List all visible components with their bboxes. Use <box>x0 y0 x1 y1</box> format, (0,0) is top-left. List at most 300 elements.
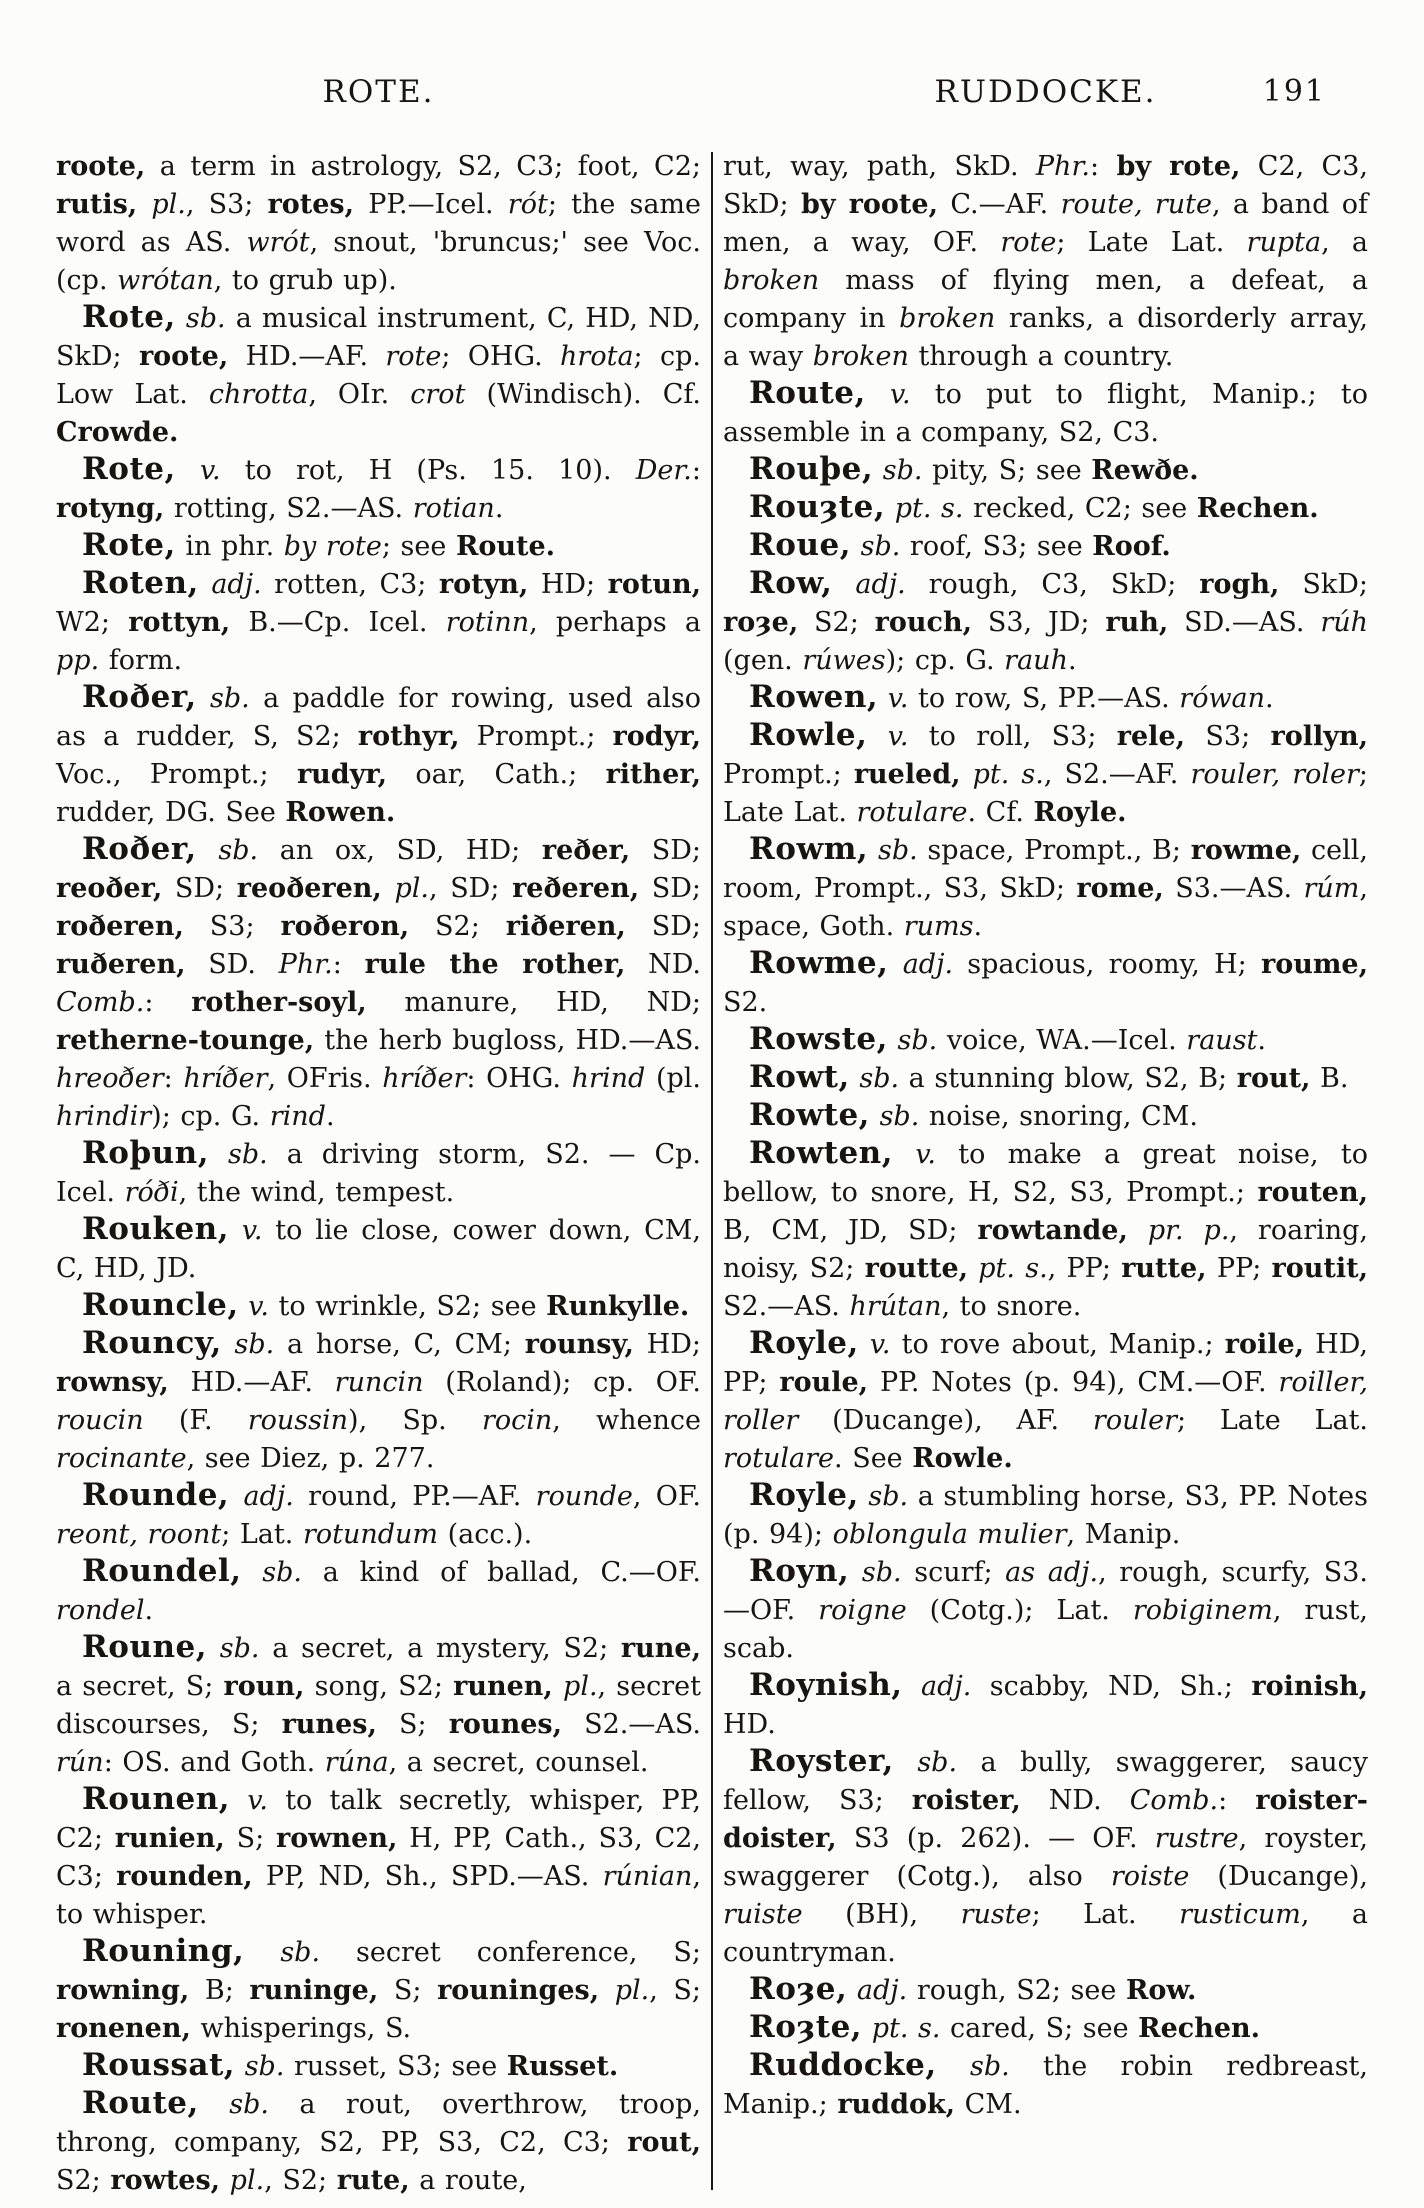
text-run: S3.—AS. <box>1163 873 1304 904</box>
text-run: sb. <box>219 1633 260 1664</box>
entry-headword: Roynish, <box>749 1667 903 1703</box>
text-run: (Ducange), <box>1189 1861 1368 1892</box>
entry-headword: Royn, <box>749 1553 850 1589</box>
text-run: runen, <box>453 1671 553 1702</box>
text-run: SD; <box>625 911 701 942</box>
text-run: rotes, <box>267 189 355 220</box>
text-run: sb. <box>970 2051 1010 2082</box>
text-run <box>239 1291 249 1322</box>
text-run: HD; <box>528 569 608 600</box>
text-run: PP, ND, Sh., SPD.—AS. <box>252 1861 603 1892</box>
text-run: rówan <box>1179 683 1266 714</box>
text-run: ), Sp. <box>348 1405 482 1436</box>
text-run: ruste <box>960 1899 1032 1930</box>
text-run: rúh <box>1320 607 1368 638</box>
text-run: cell, room, Prompt., S3, SkD; <box>723 835 1368 904</box>
dictionary-entry <box>723 1972 1368 2010</box>
text-run: ND. <box>1020 1785 1130 1816</box>
dictionary-entry <box>723 1668 1368 1744</box>
text-run: , the wind, tempest. <box>178 1177 455 1208</box>
text-run: (F. <box>143 1405 248 1436</box>
text-run <box>209 1139 228 1170</box>
text-run: , snout, 'bruncus;' see Voc. (cp. <box>56 227 701 296</box>
text-run: sb. <box>229 2089 269 2120</box>
text-run: SD.—AS. <box>1168 607 1321 638</box>
dictionary-entry <box>723 528 1368 566</box>
text-run: pl. <box>220 2165 265 2196</box>
text-run: wrót <box>246 227 310 258</box>
text-run: . See <box>834 1443 913 1474</box>
text-run: sb. <box>185 303 226 334</box>
text-run: Rewðe. <box>1091 455 1199 486</box>
text-run: rotulare <box>856 797 968 828</box>
text-run: , perhaps a <box>529 607 702 638</box>
text-run: . <box>325 1101 335 1132</box>
text-run <box>851 531 861 562</box>
text-run <box>888 1025 898 1056</box>
text-run: rouch, <box>874 607 973 638</box>
entry-headword: Rowt, <box>749 1059 850 1095</box>
text-run: rounsy, <box>524 1329 634 1360</box>
text-run: adj. <box>243 1481 294 1512</box>
dictionary-entry <box>723 1478 1368 1554</box>
text-run: a stunning blow, S2, B; <box>899 1063 1237 1094</box>
text-run: S2; <box>56 2165 111 2196</box>
text-run: , see Diez, p. 277. <box>186 1443 435 1474</box>
text-run: sb. <box>861 1557 902 1588</box>
text-run: to make a great noise, to bellow, to snore, H, S2, S3, Prompt.; <box>723 1139 1368 1208</box>
dictionary-entry <box>723 1136 1368 1326</box>
text-run: SD; <box>630 835 701 866</box>
text-run: sb. <box>897 1025 938 1056</box>
text-run: (BH), <box>802 1899 961 1930</box>
text-run: rouler <box>1092 1405 1177 1436</box>
text-run: , OF. <box>632 1481 701 1512</box>
text-run: rounde <box>535 1481 633 1512</box>
text-run <box>207 1633 220 1664</box>
text-run: roiller, roller <box>723 1367 1368 1436</box>
text-run: , whence <box>552 1405 701 1436</box>
text-run: , S2.—AF. <box>1043 759 1191 790</box>
text-run: rúwes <box>802 645 886 676</box>
text-run: rutte, <box>1121 1253 1207 1284</box>
text-run: pt. s. <box>968 1253 1048 1284</box>
text-run <box>847 1975 857 2006</box>
text-run: rúm <box>1303 873 1360 904</box>
text-run: B.—Cp. Icel. <box>230 607 446 638</box>
text-run: ); cp. G. <box>151 1101 270 1132</box>
text-run: recked, C2; see <box>963 493 1197 524</box>
text-run: . <box>1067 645 1077 676</box>
entry-headword: Roðer, <box>82 831 197 867</box>
entry-headword: Route, <box>82 2085 199 2121</box>
text-run: HD, PP; <box>723 1329 1368 1398</box>
text-run: rondel <box>56 1595 145 1626</box>
text-run: : <box>163 1063 184 1094</box>
text-run <box>241 1557 262 1588</box>
text-run: wrótan <box>117 265 214 296</box>
text-run: roile, <box>1224 1329 1305 1360</box>
text-run: ranks, a disorderly array, a way <box>723 303 1368 372</box>
entry-headword: Rowle, <box>749 717 868 753</box>
entry-headword: Roþun, <box>82 1135 209 1171</box>
entry-headword: Rouning, <box>82 1933 245 1969</box>
text-run: reoðer, <box>56 873 163 904</box>
text-run: ; cp. Low Lat. <box>56 341 701 410</box>
entry-headword: Roten, <box>82 565 199 601</box>
text-run: roiste <box>1110 1861 1190 1892</box>
text-run: sb. <box>859 1063 900 1094</box>
text-run: spacious, roomy, H; <box>953 949 1261 980</box>
text-run: , S3; <box>185 189 268 220</box>
entry-headword: Rounen, <box>82 1781 231 1817</box>
text-run <box>878 683 888 714</box>
text-run: . <box>1257 1025 1266 1056</box>
dictionary-entry <box>56 1630 701 1782</box>
text-run: a horse, C, CM; <box>274 1329 525 1360</box>
text-run: roðeren, <box>56 911 184 942</box>
text-run <box>229 1215 242 1246</box>
text-run: rownsy, <box>56 1367 169 1398</box>
text-run: pp. <box>56 645 100 676</box>
text-run: roucin <box>56 1405 144 1436</box>
text-run: adj. <box>211 569 262 600</box>
text-run: W2; <box>56 607 129 638</box>
dictionary-entry <box>56 528 701 566</box>
text-run: route, rute <box>1060 189 1212 220</box>
text-run <box>176 455 200 486</box>
text-run: runien, <box>114 1823 225 1854</box>
text-run: Rechen. <box>1138 2013 1261 2044</box>
text-run: Runkylle. <box>546 1291 690 1322</box>
text-run: rote <box>385 341 442 372</box>
dictionary-entry <box>56 1288 701 1326</box>
text-run: B; <box>189 1975 250 2006</box>
text-run: an ox, SD, HD; <box>258 835 542 866</box>
text-run <box>888 949 902 980</box>
text-run: PP. Notes (p. 94), CM.—OF. <box>868 1367 1279 1398</box>
text-run: runcin <box>334 1367 424 1398</box>
text-run: ruiste <box>723 1899 803 1930</box>
text-run: a route, <box>409 2165 527 2196</box>
text-run: ; Late Lat. <box>1056 227 1247 258</box>
text-run: PP.—Icel. <box>354 189 508 220</box>
text-run: adj. <box>921 1671 972 1702</box>
text-run: ; Late Lat. <box>723 759 1368 828</box>
dictionary-entry <box>56 148 701 300</box>
dictionary-entry <box>723 490 1368 528</box>
text-run: v. <box>890 379 911 410</box>
text-run: rotian <box>412 493 495 524</box>
text-run: Der. <box>635 455 692 486</box>
text-run: rough, S2; see <box>907 1975 1126 2006</box>
text-run: Rowen. <box>285 797 396 828</box>
text-run: reont, roont <box>56 1519 222 1550</box>
text-run: crot <box>410 379 466 410</box>
text-run: broken <box>723 265 820 296</box>
text-run: : OS. and Goth. <box>103 1747 325 1778</box>
entry-headword: Rouncy, <box>82 1325 222 1361</box>
entry-headword: Roundel, <box>82 1553 242 1589</box>
text-run <box>199 569 212 600</box>
text-run: retherne-tounge, <box>56 1025 315 1056</box>
text-run: through a country. <box>908 341 1174 372</box>
text-run: sb. <box>879 1101 920 1132</box>
text-run: rupta <box>1246 227 1322 258</box>
running-header <box>0 0 1424 130</box>
text-run: ; Late Lat. <box>1176 1405 1368 1436</box>
right-column <box>723 148 1368 2200</box>
dictionary-entry <box>723 832 1368 946</box>
text-run: rother-soyl, <box>191 987 367 1018</box>
text-run: HD.—AF. <box>228 341 386 372</box>
text-run <box>859 1329 870 1360</box>
text-run: rotten, C3; <box>261 569 439 600</box>
text-run <box>832 569 855 600</box>
text-run: S2; <box>409 911 506 942</box>
column-divider-rule <box>711 152 713 2190</box>
text-run: rele, <box>1116 721 1186 752</box>
text-run: a secret, S; <box>56 1671 224 1702</box>
text-run <box>867 721 887 752</box>
text-run: round, PP.—AF. <box>293 1481 536 1512</box>
text-run: S3, JD; <box>972 607 1106 638</box>
text-run: S; <box>376 1709 449 1740</box>
text-run: roun, <box>223 1671 305 1702</box>
entry-headword: Rouken, <box>82 1211 230 1247</box>
text-run: to put to flight, Manip.; to assemble in a company, S2, C3. <box>723 379 1368 448</box>
text-run: broken <box>899 303 996 334</box>
text-run: runinge, <box>249 1975 379 2006</box>
text-run: roote, <box>138 341 229 372</box>
text-run: : <box>144 987 192 1018</box>
text-run: ; Lat. <box>1031 1899 1180 1930</box>
text-run <box>870 1101 880 1132</box>
text-run: , space, Goth. <box>723 873 1368 942</box>
text-run: rowtande, <box>977 1215 1128 1246</box>
text-run: roule, <box>779 1367 869 1398</box>
text-run: song, S2; <box>304 1671 454 1702</box>
text-run: , secret discourses, S; <box>56 1671 701 1740</box>
text-run: adj. <box>855 569 906 600</box>
text-run: rothyr, <box>357 721 460 752</box>
dictionary-entry <box>723 1554 1368 1668</box>
dictionary-entry <box>56 1934 701 2048</box>
text-run: pt. s. <box>960 759 1044 790</box>
entry-headword: Rouþe, <box>749 451 874 487</box>
text-run: v. <box>247 1785 268 1816</box>
text-run: rún <box>56 1747 104 1778</box>
text-run: v. <box>915 1139 936 1170</box>
text-run: , to snore. <box>941 1291 1082 1322</box>
text-run: Route. <box>455 531 556 562</box>
text-run: . Cf. <box>967 797 1034 828</box>
text-run: hrútan <box>849 1291 942 1322</box>
text-run: rotundum <box>302 1519 439 1550</box>
text-run: in phr. <box>175 531 284 562</box>
text-run: , roaring, noisy, S2; <box>723 1215 1368 1284</box>
entry-headword: Rowten, <box>749 1135 893 1171</box>
text-run: rót <box>507 189 548 220</box>
text-run: (Roland); cp. OF. <box>423 1367 702 1398</box>
text-run: russet, S3; see <box>284 2051 507 2082</box>
text-run: as adj. <box>1005 1557 1099 1588</box>
entry-headword: Rote, <box>82 527 176 563</box>
text-run: pl. <box>552 1671 598 1702</box>
text-run: rule the rother, <box>364 949 626 980</box>
entry-headword: Roune, <box>82 1629 208 1665</box>
text-run: PP; <box>1206 1253 1272 1284</box>
text-run: rums <box>903 911 974 942</box>
dictionary-entry <box>56 452 701 528</box>
text-run: hrota <box>560 341 634 372</box>
text-run: hríðer <box>183 1063 268 1094</box>
entry-headword: Rote, <box>82 451 176 487</box>
text-run: rounden, <box>116 1861 253 1892</box>
text-run: , S2; <box>264 2165 337 2196</box>
text-run <box>199 2089 229 2120</box>
entry-headword: Roue, <box>749 527 851 563</box>
text-run: rotyng, <box>56 493 165 524</box>
text-run: by roote, <box>800 189 938 220</box>
text-run: rough, C3, SkD; <box>905 569 1200 600</box>
text-run <box>893 1139 915 1170</box>
text-run: rute, <box>336 2165 410 2196</box>
text-run: ruh, <box>1105 607 1169 638</box>
text-run <box>244 1937 280 1968</box>
text-run: rogh, <box>1199 569 1280 600</box>
text-run: sb. <box>917 1747 958 1778</box>
entry-headword: Ruddocke, <box>749 2047 937 2083</box>
entry-headword: Rowen, <box>749 679 879 715</box>
text-run: hreoðer <box>56 1063 164 1094</box>
text-run <box>859 1481 869 1512</box>
text-run: sb. <box>210 683 250 714</box>
text-run: S2.—AS. <box>561 1709 701 1740</box>
text-run: , rough, scurfy, S3.—OF. <box>723 1557 1368 1626</box>
text-run: Crowde. <box>56 417 179 448</box>
text-run: a stumbling horse, S3, PP. Notes (p. 94); <box>723 1481 1368 1550</box>
text-run: , to grub up). <box>213 265 397 296</box>
dictionary-entry <box>723 1326 1368 1478</box>
text-run: by rote, <box>1116 151 1241 182</box>
text-run: rusticum <box>1179 1899 1301 1930</box>
text-run: cared, S; see <box>940 2013 1139 2044</box>
text-run: rune, <box>620 1633 701 1664</box>
text-run <box>894 1747 917 1778</box>
dictionary-entry <box>723 2010 1368 2048</box>
text-run: space, Prompt., B; <box>917 835 1191 866</box>
entry-headword: Rowm, <box>749 831 869 867</box>
entry-headword: Royle, <box>749 1477 859 1513</box>
text-run: rotting, S2.—AS. <box>164 493 413 524</box>
text-run: rustre <box>1154 1823 1239 1854</box>
text-run: Row. <box>1125 1975 1197 2006</box>
text-run: , royster, swaggerer (Cotg.), also <box>723 1823 1368 1892</box>
text-run: , Manip. <box>1066 1519 1181 1550</box>
text-run: HD.—AF. <box>168 1367 335 1398</box>
text-run: . <box>1265 683 1274 714</box>
text-run: Comb. <box>1129 1785 1219 1816</box>
text-run: to wrinkle, S2; see <box>268 1291 547 1322</box>
dictionary-entry <box>723 718 1368 832</box>
text-run: rudder, DG. See <box>56 797 286 828</box>
text-run: S3; <box>183 911 281 942</box>
text-run: , a band of men, a way, OF. <box>723 189 1369 258</box>
text-run <box>235 2051 245 2082</box>
text-run: : <box>332 949 365 980</box>
text-run: ruddok, <box>837 2089 956 2120</box>
text-run: a bully, swaggerer, saucy fellow, S3; <box>723 1747 1368 1816</box>
text-run: sb. <box>244 2051 285 2082</box>
text-run: roof, S3; see <box>900 531 1093 562</box>
text-run: , a secret, counsel. <box>388 1747 649 1778</box>
text-run: rudyr, <box>296 759 388 790</box>
text-run: noise, snoring, CM. <box>919 1101 1198 1132</box>
text-run: rind <box>269 1101 326 1132</box>
text-run: . <box>144 1595 154 1626</box>
text-run: C2, C3, SkD; <box>723 151 1368 220</box>
text-run: (Ducange), AF. <box>798 1405 1093 1436</box>
text-run: S3; <box>1185 721 1271 752</box>
entry-headword: Roðer, <box>82 679 197 715</box>
running-head-left: ROTE. <box>322 74 435 110</box>
text-run: SD; <box>639 873 701 904</box>
text-run: rut, way, path, SkD. <box>723 151 1036 182</box>
text-run: ; the same word as AS. <box>56 189 701 258</box>
text-run: to rot, H (Ps. 15. 10). <box>220 455 636 486</box>
text-run: pity, S; see <box>922 455 1092 486</box>
entry-headword: Roȝte, <box>749 2009 863 2045</box>
text-run: rout, <box>1236 1063 1311 1094</box>
entry-headword: Rote, <box>82 299 176 335</box>
text-run: HD. <box>723 1709 776 1740</box>
text-run: , SD; <box>428 873 513 904</box>
text-run: S; <box>378 1975 438 2006</box>
dictionary-entry <box>723 1060 1368 1098</box>
dictionary-entry <box>56 300 701 452</box>
text-run: . <box>494 493 504 524</box>
text-run: roume, <box>1260 949 1368 980</box>
text-run: roinish, <box>1251 1671 1368 1702</box>
dictionary-entry <box>56 1212 701 1288</box>
dictionary-entry <box>56 832 701 1136</box>
text-run: roigne <box>818 1595 907 1626</box>
text-run: , PP; <box>1047 1253 1122 1284</box>
text-run: voice, WA.—Icel. <box>937 1025 1187 1056</box>
text-run: rowning, <box>56 1975 190 2006</box>
text-run: S2; <box>798 607 875 638</box>
text-run: sb. <box>228 1139 268 1170</box>
text-run: , OIr. <box>308 379 411 410</box>
page-number: 191 <box>1262 74 1326 109</box>
text-run <box>222 1329 235 1360</box>
text-run <box>937 2051 970 2082</box>
text-run: rotinn <box>445 607 530 638</box>
text-run: adj. <box>902 949 954 980</box>
text-run: roister-doister, <box>723 1785 1368 1854</box>
text-run: hrindir <box>56 1101 152 1132</box>
text-run: , rust, scab. <box>723 1595 1368 1664</box>
text-run: scabby, ND, Sh.; <box>971 1671 1252 1702</box>
text-run: ; OHG. <box>441 341 561 372</box>
text-run: sb. <box>234 1329 275 1360</box>
text-run: : <box>1089 151 1117 182</box>
text-run: sb. <box>868 1481 909 1512</box>
text-run: raust <box>1186 1025 1258 1056</box>
text-run: , a <box>1321 227 1368 258</box>
text-run: roussin <box>247 1405 349 1436</box>
